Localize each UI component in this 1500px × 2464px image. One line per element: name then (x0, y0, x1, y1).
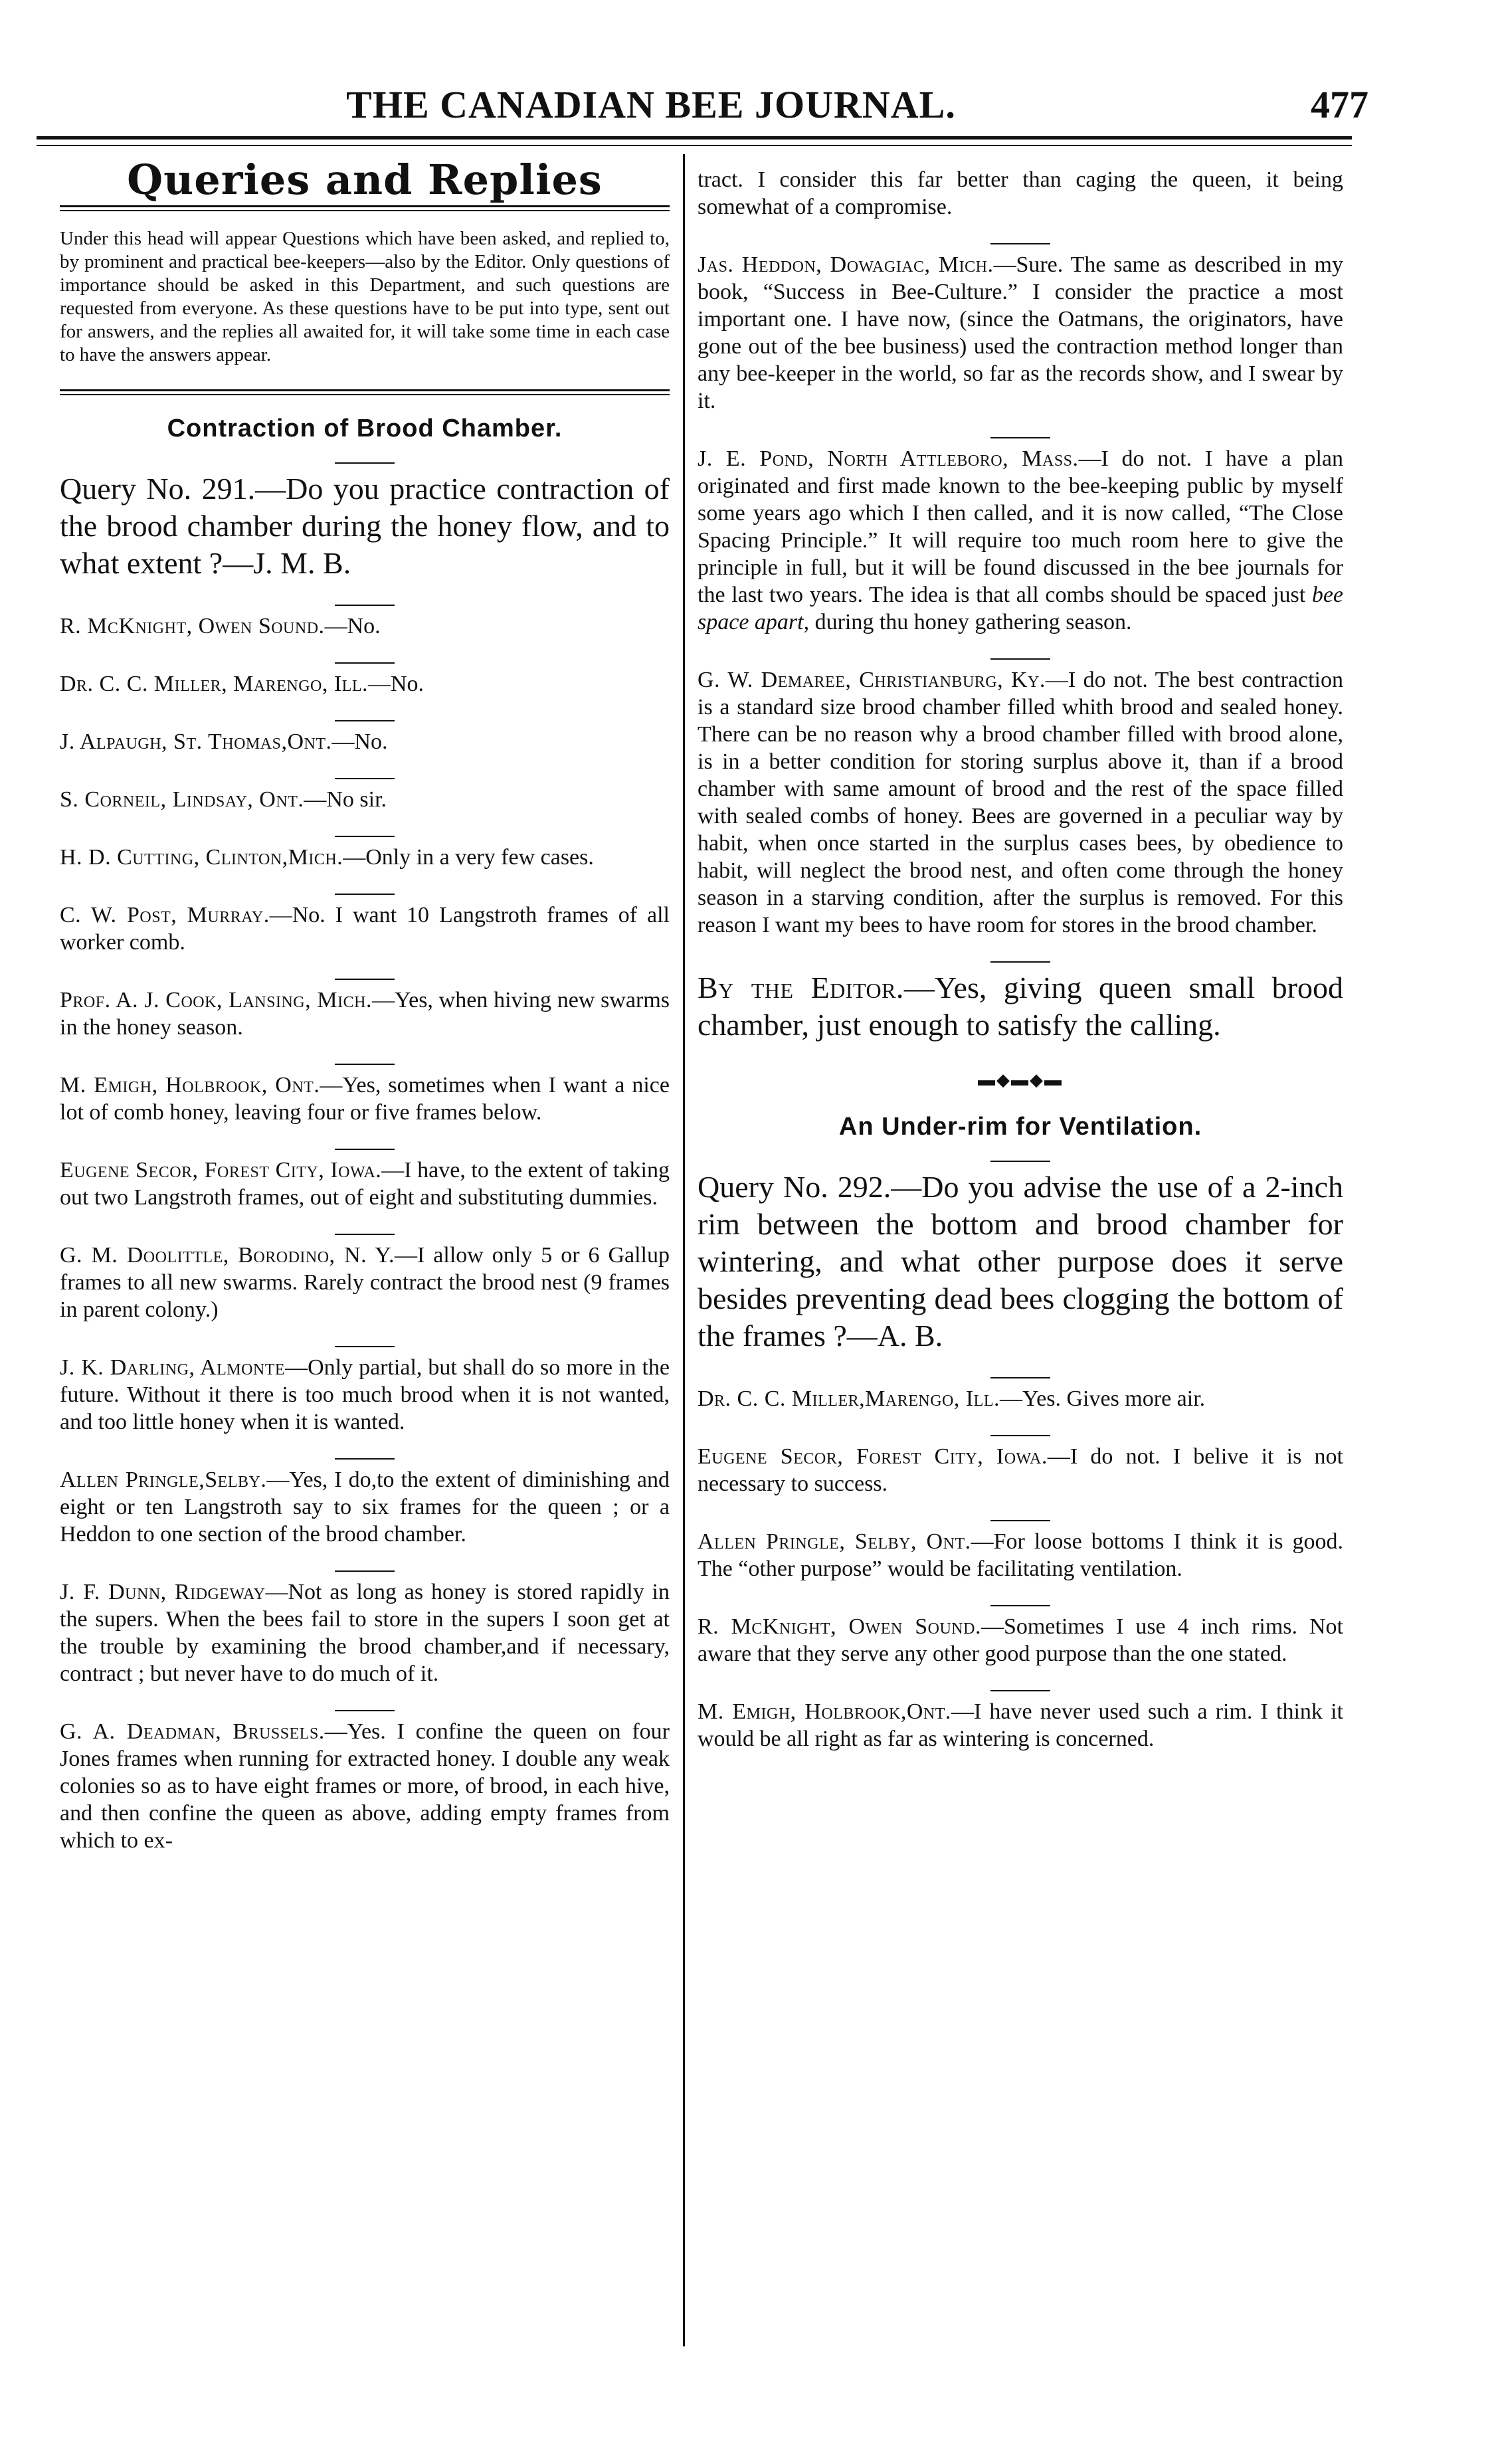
editor-answer (698, 969, 1343, 1044)
reply (60, 786, 670, 813)
reply-text: —Not as long as honey is stored rapidly in the supers. When the bees fail to store in the supers I soon get at the trouble by examining the brood chamber,and if necessary, contract ; but never have to do much of it. (60, 1580, 670, 1686)
editor-text: —Yes, giving queen small brood chamber, just enough to satisfy the calling. (698, 971, 1343, 1042)
separator-dash (335, 1346, 395, 1347)
reply-author: Allen Pringle, Selby, Ont. (698, 1529, 971, 1554)
reply (60, 1578, 670, 1687)
reply (60, 1072, 670, 1126)
left-column (60, 155, 670, 1877)
reply-author: Eugene Secor, Forest City, Iowa. (698, 1444, 1048, 1469)
editor-label: By the Editor. (698, 971, 904, 1004)
separator-dash (335, 894, 395, 895)
reply-author: J. F. Dunn, Ridgeway (60, 1580, 266, 1604)
reply-author: G. A. Deadman, Brussels. (60, 1719, 325, 1744)
reply (698, 1443, 1343, 1497)
query-292: Query No. 292.—Do you advise the use of a 2-inch rim between the bottom and brood chamber for wintering, and what other purpose does it serve besides preventing dead bees clogging the bottom of the frames ?—A. B. (698, 1170, 1343, 1353)
heading-rule (60, 205, 670, 207)
separator-dash (335, 662, 395, 664)
reply (698, 666, 1343, 939)
reply-author: H. D. Cutting, Clinton,Mich. (60, 845, 343, 870)
separator-dash (990, 243, 1050, 244)
reply (60, 1718, 670, 1854)
reply-text: —No. (368, 672, 424, 696)
reply (60, 844, 670, 871)
section-title-under-rim: An Under-rim for Ventilation. (838, 1113, 1202, 1141)
separator-dash (990, 1435, 1050, 1436)
reply-text: —Yes. Gives more air. (1000, 1386, 1206, 1411)
separator-dash (335, 605, 395, 606)
reply (60, 670, 670, 698)
separator-dash (990, 1377, 1050, 1378)
separator-dash (335, 462, 395, 464)
separator-dash (335, 778, 395, 779)
separator-dash (990, 1520, 1050, 1521)
separator-dash (335, 1064, 395, 1065)
reply-text: —No sir. (304, 787, 387, 812)
separator-dash (990, 1605, 1050, 1606)
separator-dash (990, 1690, 1050, 1691)
separator-dash (990, 437, 1050, 438)
reply-text: —I allow only 5 or 6 Gallup frames to all new swarms. Rarely contract the brood nest (9 frames in parent colony.) (60, 1243, 670, 1322)
reply (60, 1354, 670, 1436)
continuation-text: tract. I consider this far better than caging the queen, it being somewhat of a compromise. (698, 167, 1343, 219)
header-rule-thin (37, 145, 1352, 146)
intro-rule (60, 389, 670, 391)
separator-dash (335, 1234, 395, 1235)
separator-dash (335, 1458, 395, 1460)
reply-text: —No. (324, 614, 381, 638)
reply (698, 1613, 1343, 1667)
reply-italic: bee space apart, (698, 583, 1344, 634)
reply-text: —I do not. The best contraction is a standard size brood chamber filled whith brood and sealed honey. There can be no reason why a brood chamber filled with brood alone, is in a better condition for storing surplus above it, than if a brood chamber with same amount of brood and the rest of the space filled with sealed combs of honey. Bees are governed in a peculiar way by habit, when once started in the surplus cases bees, by obedience to habit, will neglect the brood nest, and often come through the honey season in a starving condition, after the surplus is removed. For this reason I want my bees to have room for stores in the brood chamber. (698, 668, 1343, 937)
reply-text: —I do not. I have a plan originated and first made known to the bee-keeping public by myself some years ago which I then called, and it is now called, “The Close Spacing Principle.” It will require too much room here to give the principle in full, but it will be found discussed in the bee journals for the last two years. The idea is that all combs should be spaced just (698, 446, 1343, 607)
reply-author: Prof. A. J. Cook, Lansing, Mich. (60, 988, 372, 1012)
heading-rule-2 (60, 210, 670, 211)
reply (698, 251, 1343, 415)
reply-author: R. McKnight, Owen Sound. (60, 614, 325, 638)
reply-author: M. Emigh, Holbrook,Ont. (698, 1699, 951, 1724)
reply (60, 1466, 670, 1548)
reply-author: C. W. Post, Murray. (60, 903, 270, 927)
reply (60, 613, 670, 640)
reply-text: —I have, to the extent of taking out two Langstroth frames, out of eight and substituting dummies. (60, 1158, 670, 1210)
intro-rule-2 (60, 394, 670, 395)
page-header (40, 80, 1368, 133)
reply (60, 1242, 670, 1323)
reply (698, 1385, 1343, 1412)
queries-replies-heading: Queries and Replies (127, 155, 603, 204)
reply (60, 728, 670, 755)
right-column (698, 166, 1343, 1775)
header-rule-thick (37, 136, 1352, 140)
reply (698, 445, 1343, 636)
reply-text: —Yes. I confine the queen on four Jones frames when running for extracted honey. I double any weak colonies so as to have eight frames or more, of brood, in each hive, and then confine the queen as above, adding empty frames from which to ex- (60, 1719, 670, 1853)
department-intro: Under this head will appear Questions which have been asked, and replied to, by prominent and practical bee-keepers—also by the Editor. Only questions of importance should be asked in this Department, and such questions are requested from everyone. As these questions have to be put into type, sent out for answers, and the replies all awaited for, it will take some time in each case to have the answers appear. (60, 228, 670, 365)
ornament-divider: ▬◆▬◆▬ (978, 1070, 1063, 1090)
reply-text: —Sometimes I use 4 inch rims. Not aware that they serve any other good purpose than the one stated. (698, 1614, 1343, 1666)
reply (698, 1698, 1343, 1753)
reply-author: M. Emigh, Holbrook, Ont. (60, 1073, 320, 1097)
reply-text: —Yes, sometimes when I want a nice lot of comb honey, leaving four or five frames below. (60, 1073, 670, 1125)
reply-author: J. E. Pond, North Attleboro, Mass. (698, 446, 1079, 471)
reply (60, 901, 670, 956)
separator-dash (990, 1161, 1050, 1162)
column-divider (683, 154, 685, 2346)
separator-dash (990, 658, 1050, 660)
reply-text: —Only in a very few cases. (343, 845, 594, 870)
reply-author: J. Alpaugh, St. Thomas,Ont. (60, 729, 332, 754)
reply-text: —Only partial, but shall do so more in the future. Without it there is too much brood when it is not wanted, and too little honey when it is wanted. (60, 1355, 670, 1434)
reply-text: —No. I want 10 Langstroth frames of all worker comb. (60, 903, 670, 955)
reply-text: —No. (331, 729, 388, 754)
separator-dash (335, 836, 395, 837)
reply-author: G. M. Doolittle, Borodino, N. Y. (60, 1243, 395, 1268)
reply-author: G. W. Demaree, Christianburg, Ky. (698, 668, 1046, 692)
page-number: 477 (1311, 83, 1368, 126)
reply (60, 1157, 670, 1211)
query-291: Query No. 291.—Do you practice contraction of the brood chamber during the honey flow, and to what extent ?—J. M. B. (60, 472, 670, 580)
separator-dash (335, 1149, 395, 1150)
reply-text: during thu honey gathering season. (809, 610, 1132, 634)
separator-dash (335, 720, 395, 721)
separator-dash (990, 961, 1050, 963)
reply-author: R. McKnight, Owen Sound. (698, 1614, 981, 1639)
reply-author: Allen Pringle,Selby. (60, 1468, 267, 1492)
reply (698, 1528, 1343, 1582)
section-title-contraction: Contraction of Brood Chamber. (167, 415, 563, 442)
reply-author: Dr. C. C. Miller, Marengo, Ill. (60, 672, 368, 696)
reply-author: S. Corneil, Lindsay, Ont. (60, 787, 304, 812)
reply-author: Jas. Heddon, Dowagiac, Mich. (698, 252, 994, 277)
separator-dash (335, 1570, 395, 1572)
reply-author: J. K. Darling, Almonte (60, 1355, 286, 1380)
reply (60, 987, 670, 1041)
reply-text: —I do not. I belive it is not necessary to success. (698, 1444, 1344, 1496)
reply-text: —I have never used such a rim. I think it would be all right as far as wintering is concerned. (698, 1699, 1343, 1751)
reply-author: Eugene Secor, Forest City, Iowa. (60, 1158, 382, 1183)
separator-dash (335, 1710, 395, 1711)
reply-text: —Sure. The same as described in my book, “Success in Bee-Culture.” I consider the practice a most important one. I have now, (since the Oatmans, the originators, have gone out of the bee business) used the contraction method longer than any bee-keeper in the world, so far as the records show, and I swear by it. (698, 252, 1343, 413)
reply-text: —Yes, I do,to the extent of diminishing and eight or ten Langstroth say to six frames for the queen ; or a Heddon to one section of the brood chamber. (60, 1468, 670, 1547)
reply-author: Dr. C. C. Miller,Marengo, Ill. (698, 1386, 1000, 1411)
journal-title: THE CANADIAN BEE JOURNAL. (346, 83, 956, 126)
reply-text: —For loose bottoms I think it is good. The “other purpose” would be facilitating ventilation. (698, 1529, 1344, 1581)
separator-dash (335, 979, 395, 980)
reply-text: —Yes, when hiving new swarms in the honey season. (60, 988, 670, 1040)
